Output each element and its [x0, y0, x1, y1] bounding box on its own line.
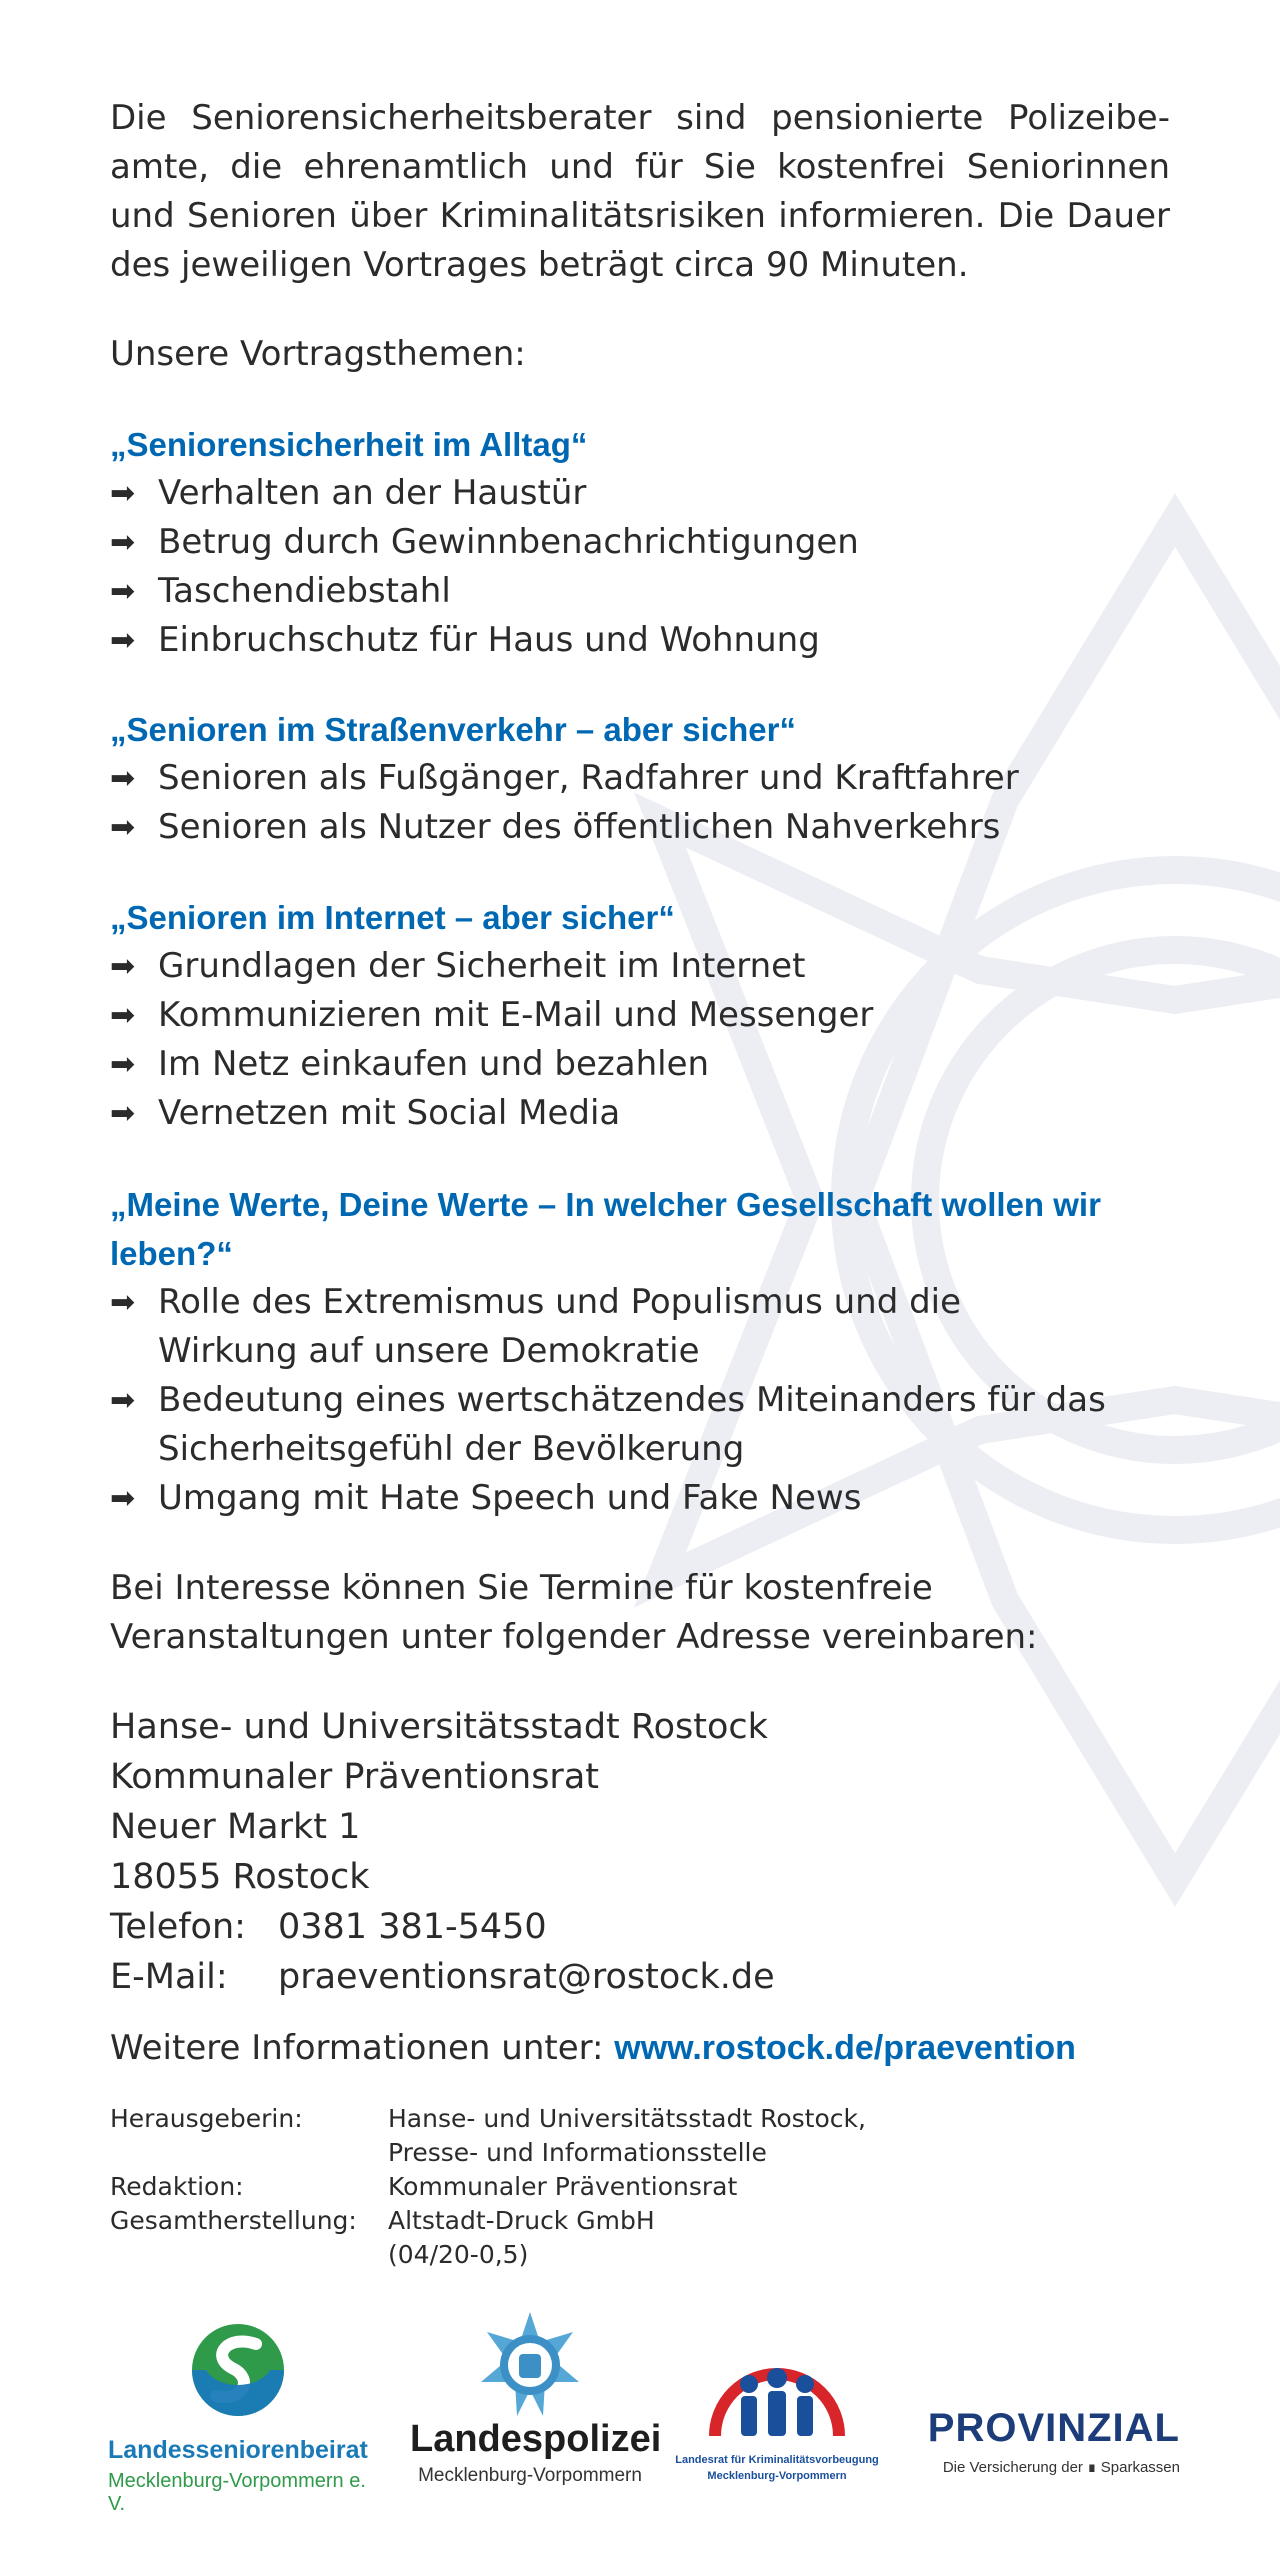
provinzial-logo	[910, 2406, 1180, 2486]
editor-value: Kommunaler Präventionsrat	[388, 2172, 738, 2201]
logo-subtitle: Mecklenburg-Vorpommern	[707, 2470, 847, 2482]
address-line: Hanse- und Universitätsstadt Rostock	[110, 1707, 768, 1747]
bullet-item: ➡ Im Netz einkaufen und bezahlen	[110, 1040, 1190, 1089]
bullet-item: ➡ Taschendiebstahl	[110, 567, 1190, 616]
email-address[interactable]: praeventionsrat@rostock.de	[278, 1957, 775, 1997]
phone-label: Telefon:	[110, 1907, 246, 1947]
interest-paragraph: Bei Interesse können Sie Termine für kostenfreie Veranstaltungen unter folgender Adresse vereinbaren:	[110, 1568, 1038, 1657]
address-line: 18055 Rostock	[110, 1857, 370, 1897]
bullet-item: ➡ Verhalten an der Haustür	[110, 469, 1190, 518]
bullet-item: ➡ Rolle des Extremismus und Populismus und die Wirkung auf unsere Demokratie	[110, 1278, 1110, 1376]
themes-heading: Unsere Vortragsthemen:	[110, 334, 526, 374]
topic-title: „Senioren im Internet – aber sicher“	[110, 899, 675, 936]
topic-bullet-list	[110, 942, 1190, 1138]
landespolizei-logo	[410, 2310, 662, 2495]
people-arch-icon	[707, 2344, 847, 2444]
logo-subtitle: Die Versicherung der ∎ Sparkassen	[942, 2459, 1180, 2476]
production-line: Altstadt-Druck GmbH	[388, 2206, 655, 2235]
bullet-item: ➡ Senioren als Nutzer des öffentlichen Nahverkehrs	[110, 803, 1190, 852]
topic-title: „Meine Werte, Deine Werte – In welcher Gesellschaft wollen wir leben?“	[110, 1186, 1101, 1272]
publisher-label: Herausgeberin:	[110, 2104, 303, 2133]
publisher-value	[388, 2102, 866, 2170]
topic-strassenverkehr	[110, 705, 1190, 852]
imprint-row	[110, 2204, 1010, 2272]
topic-alltag	[110, 420, 1190, 665]
logo-title: PROVINZIAL	[927, 2406, 1180, 2450]
print-code: (04/20-0,5)	[388, 2240, 529, 2269]
bullet-item: ➡ Umgang mit Hate Speech und Fake News	[110, 1474, 1110, 1523]
topic-werte	[110, 1180, 1110, 1523]
production-label: Gesamtherstellung:	[110, 2206, 357, 2235]
address-line: Kommunaler Präventionsrat	[110, 1757, 599, 1797]
bullet-item: ➡ Betrug durch Gewinnbenachrichtigungen	[110, 518, 1190, 567]
partner-logos	[0, 2310, 1280, 2515]
bullet-item: ➡ Vernetzen mit Social Media	[110, 1089, 1190, 1138]
police-star-icon	[475, 2310, 585, 2420]
phone-number[interactable]: 0381 381-5450	[278, 1907, 547, 1947]
logo-subtitle: Mecklenburg-Vorpommern e. V.	[108, 2470, 366, 2515]
logo-subtitle: Mecklenburg-Vorpommern	[418, 2465, 642, 2486]
topic-internet	[110, 893, 1190, 1138]
topic-bullet-list	[110, 754, 1190, 852]
topic-title: „Senioren im Straßenverkehr – aber sicher“	[110, 711, 796, 748]
email-label: E-Mail:	[110, 1957, 228, 1997]
landesrat-kriminalitaetsvorbeugung-logo	[672, 2344, 882, 2494]
bullet-item: ➡ Bedeutung eines wertschätzendes Miteinanders für das Sicherheitsgefühl der Bevölkerung	[110, 1376, 1110, 1474]
bullet-item: ➡ Senioren als Fußgänger, Radfahrer und Kraftfahrer	[110, 754, 1190, 803]
contact-address	[110, 1702, 1190, 2002]
topic-bullet-list	[110, 1278, 1110, 1523]
topic-bullet-list	[110, 469, 1190, 665]
more-info-label: Weitere Informationen unter:	[110, 2028, 604, 2068]
topic-title: „Seniorensicherheit im Alltag“	[110, 426, 588, 463]
email-row	[110, 1952, 1190, 2002]
production-value	[388, 2204, 655, 2272]
logo-title: Landesseniorenbeirat	[108, 2436, 368, 2464]
more-info	[110, 2024, 1076, 2073]
imprint-row	[110, 2170, 1010, 2204]
bullet-item: ➡ Kommunizieren mit E-Mail und Messenger	[110, 991, 1190, 1040]
editor-label: Redaktion:	[110, 2172, 244, 2201]
bullet-item: ➡ Einbruchschutz für Haus und Wohnung	[110, 616, 1190, 665]
logo-title: Landespolizei	[410, 2418, 662, 2460]
seniorenbeirat-emblem-icon	[188, 2320, 288, 2420]
imprint	[110, 2102, 1010, 2272]
bullet-item: ➡ Grundlagen der Sicherheit im Internet	[110, 942, 1190, 991]
intro-paragraph: Die Seniorensicherheitsberater sind pensionierte Polizeibeamte, die ehrenamtlich und für Sie kostenfrei Seniorinnen und Senioren über Kriminalitätsrisiken informieren. Die Dauer des jeweiligen Vortrages beträgt circa 90 Minuten.	[110, 98, 1170, 285]
website-link[interactable]: www.rostock.de/praevention	[614, 2029, 1076, 2067]
address-line: Neuer Markt 1	[110, 1807, 361, 1847]
publisher-line: Hanse- und Universitätsstadt Rostock,	[388, 2104, 866, 2133]
phone-row	[110, 1902, 1190, 1952]
landesseniorenbeirat-logo	[108, 2320, 388, 2515]
publisher-line: Presse- und Informationsstelle	[388, 2138, 767, 2167]
logo-title: Landesrat für Kriminalitätsvorbeugung	[675, 2454, 879, 2466]
imprint-row	[110, 2102, 1010, 2170]
